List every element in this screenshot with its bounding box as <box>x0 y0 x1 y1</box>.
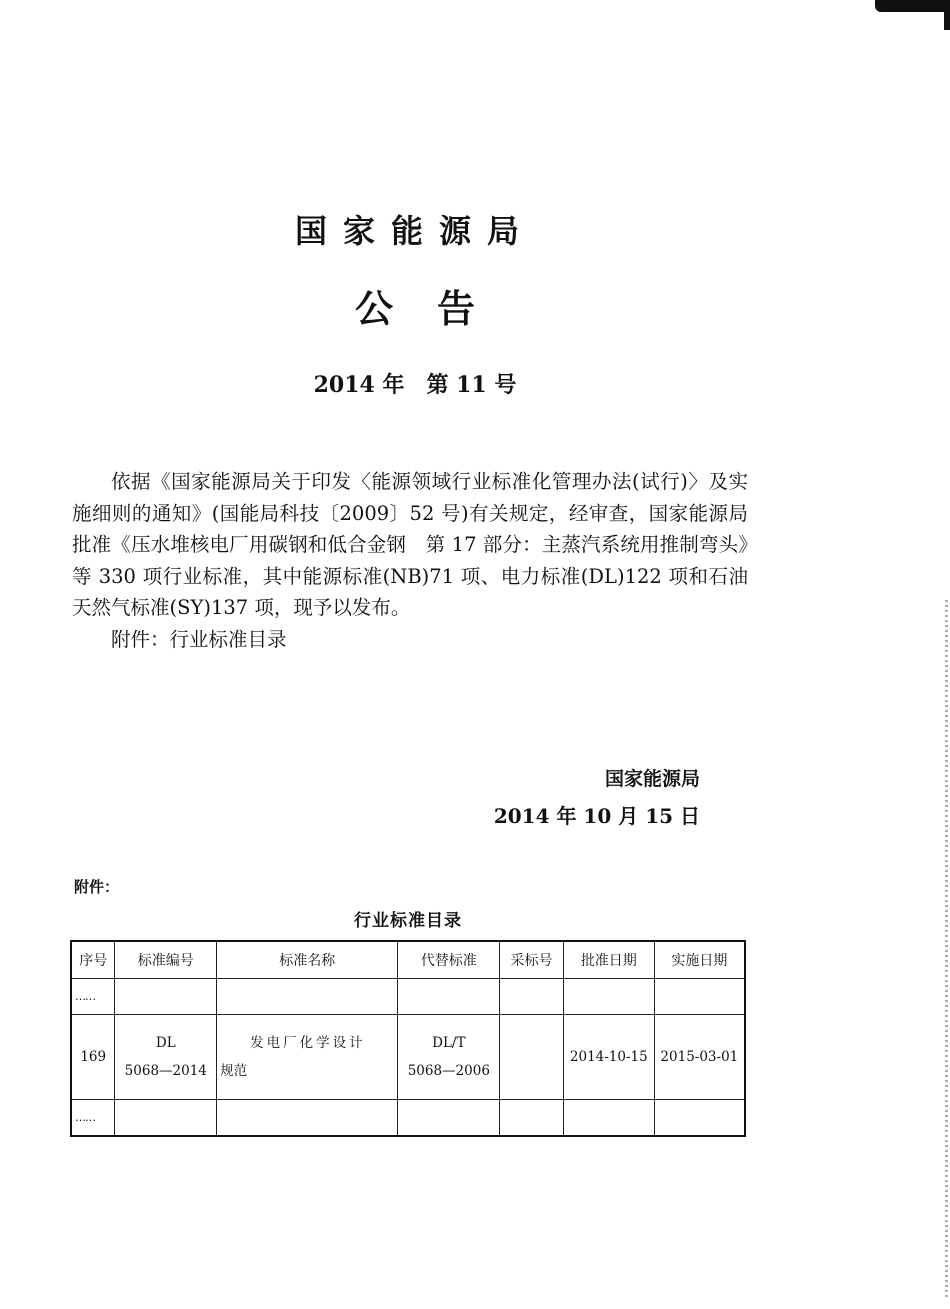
cell-code-line2: 5068—2014 <box>124 1063 207 1079</box>
table-row <box>71 1015 745 1100</box>
agency-title: 国家能源局 <box>294 212 535 250</box>
scan-page-edge <box>945 600 948 1300</box>
cell-seq: 169 <box>71 1015 115 1100</box>
empty-cell <box>398 979 500 1015</box>
empty-cell <box>500 979 564 1015</box>
signature-date: 2014 年 10 月 15 日 <box>493 804 700 828</box>
scan-corner-mark-vertical <box>944 0 950 30</box>
column-header-adopted: 采标号 <box>500 941 564 979</box>
empty-cell <box>654 979 745 1015</box>
column-header-approved: 批准日期 <box>563 941 654 979</box>
cell-effective: 2015-03-01 <box>654 1015 745 1100</box>
announcement-body <box>72 466 748 655</box>
empty-cell <box>115 979 217 1015</box>
column-header-name: 标准名称 <box>217 941 398 979</box>
empty-cell <box>115 1100 217 1137</box>
cell-replaces-line1: DL/T <box>432 1035 466 1051</box>
empty-cell <box>217 979 398 1015</box>
cell-code-line1: DL <box>155 1035 176 1051</box>
cell-adopted <box>500 1015 564 1100</box>
column-header-seq: 序号 <box>71 941 115 979</box>
attachment-reference: 附件：行业标准目录 <box>111 627 287 651</box>
empty-cell <box>398 1100 500 1137</box>
column-header-effective: 实施日期 <box>654 941 745 979</box>
column-header-code: 标准编号 <box>115 941 217 979</box>
table-title: 行业标准目录 <box>354 911 462 931</box>
column-header-replaces: 代替标准 <box>398 941 500 979</box>
document-type-title: 公告 <box>354 287 519 331</box>
attachment-label: 附件： <box>74 878 120 896</box>
empty-cell <box>654 1100 745 1137</box>
signature-agency: 国家能源局 <box>604 768 700 790</box>
ellipsis-cell: …… <box>71 979 115 1015</box>
announcement-paragraph: 依据《国家能源局关于印发〈能源领域行业标准化管理办法(试行)〉及实施细则的通知》(国能局科技〔2009〕52 号)有关规定，经审查，国家能源局批准《压水堆核电厂用碳钢和低合金钢 第 17 部分：主蒸汽系统用推制弯头》等 330 项行业标准，其中能源标准(NB)71 项、电力标准(DL)122 项和石油天然气标准(SY)137 项，现予以发布。 <box>72 470 748 619</box>
ellipsis-cell: …… <box>71 1100 115 1137</box>
empty-cell <box>563 1100 654 1137</box>
cell-name <box>217 1015 398 1100</box>
empty-cell <box>563 979 654 1015</box>
empty-cell <box>500 1100 564 1137</box>
empty-cell <box>217 1100 398 1137</box>
table-row-ellipsis <box>71 1100 745 1137</box>
table-header-row <box>71 941 745 979</box>
cell-name-line2: 规范 <box>220 1063 248 1079</box>
scan-corner-mark <box>875 0 950 12</box>
cell-code <box>115 1015 217 1100</box>
standards-table <box>70 940 746 1137</box>
issue-number: 2014 年 第 11 号 <box>313 372 517 398</box>
table-row-ellipsis <box>71 979 745 1015</box>
cell-approved: 2014-10-15 <box>563 1015 654 1100</box>
cell-name-line1: 发电厂化学设计 <box>250 1035 366 1051</box>
cell-replaces <box>398 1015 500 1100</box>
cell-replaces-line2: 5068—2006 <box>407 1063 490 1079</box>
